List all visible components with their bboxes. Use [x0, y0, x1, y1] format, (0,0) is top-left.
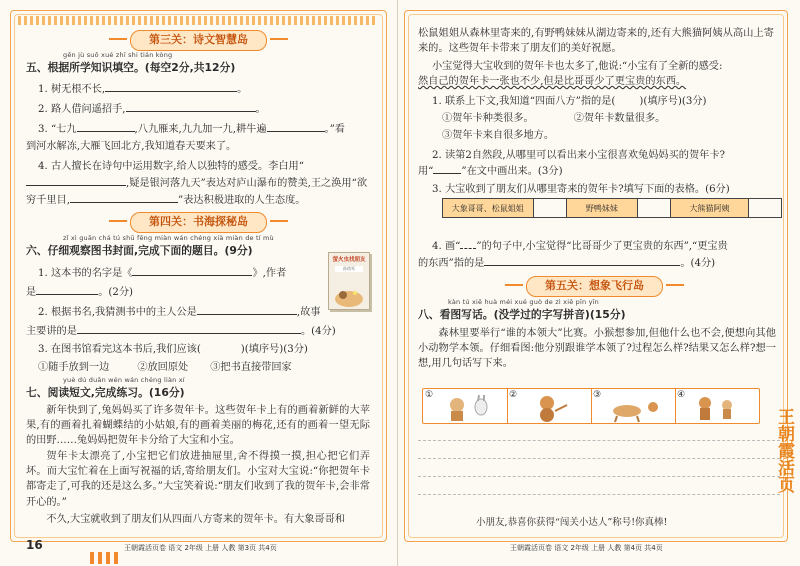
- answer-blank[interactable]: [77, 322, 301, 334]
- passage-p4-a: 小宝觉得大宝收到的贺年卡也太多了,他说:“小宝有了全新的感受:: [432, 61, 723, 72]
- r-q3: 3. 大宝收到了朋友们从哪里寄来的贺年卡?填写下面的表格。(6分): [432, 184, 730, 195]
- option-3[interactable]: ③把书直接带回家: [210, 362, 292, 373]
- brand-mark: 王朝霞活页: [774, 408, 794, 493]
- option-1[interactable]: ①随手放到一边: [38, 362, 110, 373]
- option-2[interactable]: ②贺年卡数量很多。: [573, 113, 666, 124]
- q5-item-3: 3. “七九 ,八九雁来,九九加一九,耕牛遍 。”看: [38, 120, 345, 135]
- panel-number: ②: [509, 390, 518, 400]
- q6-item-2-b: 主要讲的是 。(4分): [26, 322, 336, 337]
- q8-title: 八、看图写话。(没学过的字写拼音)(15分): [418, 308, 626, 321]
- r-q4-b: 的东西”指的是 。(4分): [418, 254, 715, 269]
- q5-item-4-b: ,疑是银河落九天”表达对庐山瀑布的赞美,王之涣用“欲: [26, 174, 367, 189]
- picture-panel-1: [423, 389, 508, 423]
- answer-blank[interactable]: [77, 120, 135, 132]
- q5-title: 五、根据所学知识填空。(每空2分,共12分): [26, 61, 236, 74]
- monkey-and-rabbit-drawing: [423, 389, 507, 423]
- table-header-1: 大象哥哥、松鼠姐姐: [443, 199, 534, 218]
- writing-line-2[interactable]: [418, 458, 780, 459]
- left-page: [0, 0, 398, 566]
- answer-blank[interactable]: [197, 303, 297, 315]
- answer-blank[interactable]: [132, 264, 252, 276]
- table-cell-3[interactable]: [748, 199, 781, 218]
- answer-blank[interactable]: [126, 100, 256, 112]
- section-banner-3: 第三关：诗文智慧岛: [130, 30, 267, 51]
- answer-blank[interactable]: [484, 254, 680, 266]
- passage-p3-cont: 松鼠姐姐从森林里寄来的,有野鸭妹妹从湖边寄来的,还有大熊猫阿姨从高山上寄来的。这些贺年卡带来了朋友们的美好祝愿。: [418, 28, 774, 55]
- q6-item-1-b: 是 。(2分): [26, 283, 133, 298]
- table-cell-2[interactable]: [638, 199, 671, 218]
- q8-prompt: 森林里要举行“谁的本领大”比赛。小猴想参加,但他什么也不会,便想向其他小动物学本领。仔细看图:他分别跟谁学本领了?过程怎么样?结果又怎么样?想一想,用几句话写下来。: [418, 328, 776, 370]
- q5-pinyin: gēn jù suǒ xué zhī shi tián kòng: [63, 51, 173, 59]
- animals-group-drawing: [675, 389, 759, 423]
- answer-blank[interactable]: [36, 283, 98, 295]
- picture-panel-4: [675, 389, 759, 423]
- left-footer: 王朝霞活页卷 语文 2年级 上册 人教 第3页 共4页: [124, 544, 277, 552]
- underline-mark: [460, 237, 476, 249]
- q5-item-4-c: 穷千里目, ”表达积极进取的人生态度。: [26, 191, 305, 206]
- page-number: 16: [26, 538, 43, 552]
- table-header-2: 野鸭妹妹: [566, 199, 637, 218]
- q6-pinyin: zǐ xì guān chá tú shū fēng miàn wán chéng xià miàn de tí mù: [63, 234, 274, 242]
- bottom-stripes: [90, 552, 120, 564]
- book-author: 孙幼军: [335, 266, 363, 272]
- writing-line-4[interactable]: [418, 494, 780, 495]
- panel-number: ③: [593, 390, 602, 400]
- q6-options: [38, 358, 292, 373]
- q5-item-3-cont: 到河水解冻,大雁飞回北方,我知道春天要来了。: [26, 141, 237, 152]
- q6-title: 六、仔细观察图书封面,完成下面的题目。(9分): [26, 244, 253, 257]
- writing-line-3[interactable]: [418, 476, 780, 477]
- passage-p2: 贺年卡太漂亮了,小宝把它们放进抽屉里,舍不得摸一摸,担心把它们弄坏。而大宝忙着在上面写祝福的话,寄给朋友们。小宝对大宝说:“你把贺年卡都寄走了,可我的还是这么多。”大宝笑着说:“朋友们收到了我的贺年卡,会非常开心的。”: [26, 451, 370, 508]
- q5-item-1: 1. 树无根不长, 。: [38, 80, 247, 95]
- r-q2: 2. 读第2自然段,从哪里可以看出来小宝很喜欢兔妈妈买的贺年卡?: [432, 150, 726, 161]
- origin-table: [442, 198, 782, 218]
- right-page: [398, 0, 800, 566]
- r-q1: 1. 联系上下文,我知道“四面八方”指的是( )(填序号)(3分): [432, 96, 707, 107]
- passage-p1: 新年快到了,兔妈妈买了许多贺年卡。这些贺年卡上有的画着新鲜的大苹果,有的画着扎着蝴蝶结的小姑娘,有的画着美丽的梅花,还有的画着一望无际的田野……兔妈妈把贺年卡分给了大宝和小宝。: [26, 405, 370, 447]
- book-cover: [328, 252, 370, 310]
- motto: 小朋友,恭喜你获得“闯关小达人”称号!你真棒!: [476, 517, 668, 528]
- q6-item-2: 2. 根据书名,我猜测书中的主人公是 ,故事: [38, 303, 320, 318]
- table-cell-1[interactable]: [533, 199, 566, 218]
- q5-item-2: 2. 路人借问遥招手, 。: [38, 100, 266, 115]
- passage-p3: 不久,大宝就收到了朋友们从四面八方寄来的贺年卡。有大象哥哥和: [46, 514, 346, 525]
- option-2[interactable]: ②放回原处: [137, 362, 189, 373]
- q8-pinyin: kàn tú xiě huà méi xué guò de zì xiě pīn yīn: [448, 298, 599, 306]
- option-3[interactable]: ③贺年卡来自很多地方。: [442, 130, 555, 141]
- underline-mark: [433, 162, 461, 174]
- book-illustration: [329, 283, 369, 309]
- section-banner-5: 第五关：想象飞行岛: [526, 276, 663, 297]
- q6-item-3: 3. 在图书馆看完这本书后,我们应该( )(填序号)(3分): [38, 344, 308, 355]
- panel-number: ①: [425, 390, 434, 400]
- top-pattern: [18, 16, 378, 25]
- right-footer: 王朝霞活页卷 语文 2年级 上册 人教 第4页 共4页: [510, 544, 663, 552]
- answer-blank[interactable]: [267, 120, 325, 132]
- deer-and-monkey-drawing: [591, 389, 675, 423]
- panel-number: ④: [677, 390, 686, 400]
- writing-line-1[interactable]: [418, 440, 780, 441]
- table-header-3: 大熊猫阿姨: [671, 199, 749, 218]
- book-title: 萤火虫找朋友: [332, 257, 366, 263]
- q6-item-1: 1. 这本书的名字是《 》,作者: [38, 264, 286, 279]
- q7-pinyin: yuè dú duǎn wén wán chéng liàn xí: [63, 376, 185, 384]
- option-1[interactable]: ①贺年卡种类很多。: [442, 113, 534, 124]
- q5-item-4: 4. 古人擅长在诗句中运用数字,给人以独特的感受。李白用“: [38, 161, 304, 172]
- r-q2-b: 用“ ”在文中画出来。(3分): [418, 162, 563, 177]
- answer-blank[interactable]: [26, 174, 126, 186]
- answer-blank[interactable]: [70, 191, 178, 203]
- answer-blank[interactable]: [105, 80, 237, 92]
- r-q4: 4. 画“ ”的句子中,小宝觉得“比哥哥少了更宝贵的东西”,“更宝贵: [432, 237, 728, 252]
- picture-panel-2: [507, 389, 592, 423]
- q7-title: 七、阅读短文,完成练习。(16分): [26, 386, 185, 399]
- passage-p4-b: 然自己的贺年卡一张也不少,但是比哥哥少了更宝贵的东西。: [418, 76, 687, 87]
- r-q1-options: [442, 109, 665, 124]
- section-banner-4: 第四关：书海探秘岛: [130, 212, 267, 233]
- monkey-drawing: [507, 389, 591, 423]
- picture-panel-3: [591, 389, 676, 423]
- picture-strip: [422, 388, 760, 424]
